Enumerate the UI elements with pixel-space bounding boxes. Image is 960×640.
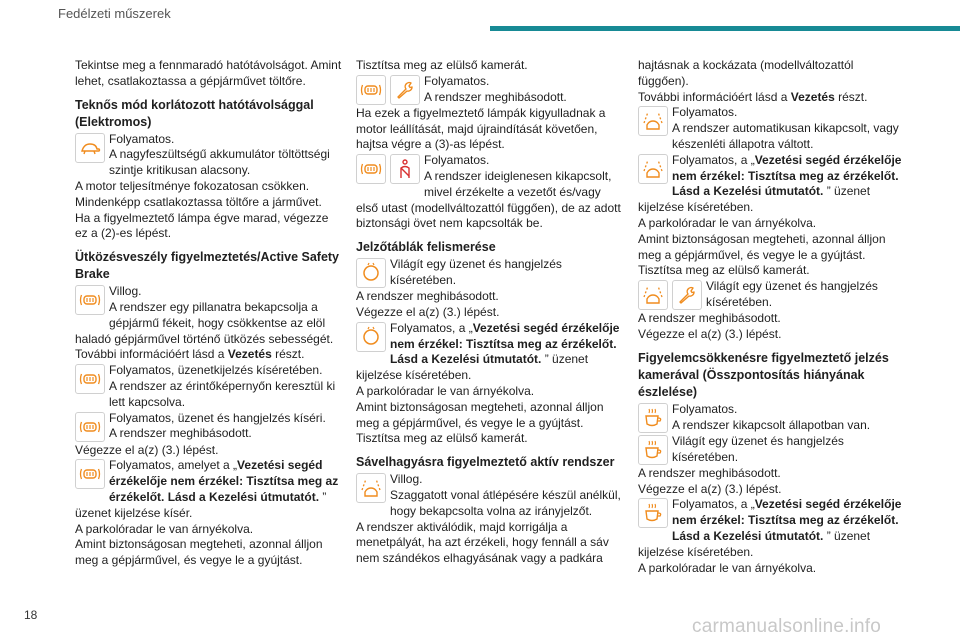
- section-heading-turtle-mode: Teknős mód korlátozott hatótávolsággal (Elektromos): [75, 97, 314, 129]
- paragraph: Villog.: [109, 284, 142, 299]
- coffee-cup-icon: [638, 403, 668, 433]
- paragraph: Ha a figyelmeztető lámpa égve marad, végezze ez a (2)-es lépést.: [75, 210, 329, 241]
- wrench-icon: [672, 280, 702, 310]
- paragraph: Tekintse meg a fennmaradó hatótávolságot. Amint lehet, csatlakoztassa a gépjárművet töltőre.: [75, 58, 342, 88]
- paragraph: Mindenképp csatlakoztassa töltőre a járművet.: [75, 194, 322, 209]
- lane-keeping-icon: [638, 154, 668, 184]
- paragraph: További információért lásd a Vezetés részt.: [638, 89, 868, 104]
- paragraph: A parkolóradar le van árnyékolva.: [356, 383, 535, 398]
- paragraph: Végezze el a(z) (3.) lépést.: [638, 326, 782, 341]
- paragraph: Tisztítsa meg az elülső kamerát.: [356, 431, 528, 446]
- paragraph: Világít egy üzenet és hangjelzés kíséretében.: [672, 433, 844, 464]
- page-number: 18: [24, 608, 38, 622]
- lane-keeping-icon: [356, 473, 386, 503]
- paragraph: A rendszer meghibásodott.: [424, 89, 567, 104]
- header-accent-bar: [490, 26, 960, 31]
- paragraph: ” üzenet kijelzése kísér.: [75, 489, 327, 520]
- bold-message: Vezetési segéd érzékelője nem érzékel: Tisztítsa meg az érzékelőt. Lásd a Kezelési útmutatót.: [672, 152, 902, 199]
- bold-message: Vezetési segéd érzékelője nem érzékel: Tisztítsa meg az érzékelőt. Lásd a Kezelési útmutatót.: [390, 320, 620, 367]
- paragraph: A parkolóradar le van árnyékolva.: [638, 215, 817, 230]
- paragraph: Amint biztonságosan megteheti, azonnal álljon meg a gépjárművel, és vegye le a gyújtást.: [638, 231, 886, 262]
- paragraph: ” üzenet kijelzése kíséretében.: [638, 184, 871, 215]
- paragraph: Folyamatos, üzenetkijelzés kíséretében.: [109, 363, 323, 378]
- column-right: [638, 58, 906, 576]
- paragraph: Amint biztonságosan megteheti, azonnal álljon meg a gépjárművel, és vegye le a gyújtást.: [356, 399, 604, 430]
- paragraph: ” üzenet kijelzése kíséretében.: [356, 352, 589, 383]
- paragraph: Szaggatott vonal átlépésére készül anélkül, hogy bekapcsolta volna az irányjelzőt.: [390, 487, 621, 518]
- wrench-icon: [390, 75, 420, 105]
- paragraph: A rendszer az érintőképernyőn keresztül ki lett kapcsolva.: [109, 378, 336, 409]
- paragraph: Tisztítsa meg az elülső kamerát.: [638, 263, 810, 278]
- paragraph: A parkolóradar le van árnyékolva.: [75, 521, 254, 536]
- paragraph: Világít egy üzenet és hangjelzés kíséretében.: [390, 257, 562, 287]
- paragraph: A rendszer meghibásodott.: [638, 311, 781, 326]
- collision-warning-icon: [75, 364, 105, 394]
- paragraph: Világít egy üzenet és hangjelzés kíséretében.: [706, 279, 878, 309]
- speed-sign-icon: [356, 258, 386, 288]
- paragraph: A rendszer ideiglenesen kikapcsolt, mivel érzékelte a vezetőt és/vagy első utast (modellváltozattól függően), de az adott biztonsági övet nem kapcsolták be.: [356, 168, 621, 231]
- paragraph: hajtásnak a kockázata (modellváltozattól függően).: [638, 58, 854, 88]
- collision-warning-icon: [356, 154, 386, 184]
- bold-message: Vezetési segéd érzékelője nem érzékel: Tisztítsa meg az érzékelőt. Lásd a Kezelési útmutatót.: [109, 458, 339, 504]
- paragraph: Folyamatos, üzenet és hangjelzés kíséri.: [109, 410, 326, 425]
- section-heading-lane-keeping: Sávelhagyásra figyelmeztető aktív rendszer: [356, 455, 615, 470]
- paragraph: Folyamatos.: [424, 153, 490, 168]
- paragraph: A motor teljesítménye fokozatosan csökken.: [75, 178, 310, 193]
- coffee-cup-icon: [638, 435, 668, 465]
- paragraph: Folyamatos.: [672, 105, 738, 120]
- running-header: Fedélzeti műszerek: [58, 6, 171, 21]
- column-left: [75, 58, 343, 569]
- bold-message: Vezetési segéd érzékelője nem érzékel: Tisztítsa meg az érzékelőt. Lásd a Kezelési útmutatót.: [672, 497, 902, 543]
- seatbelt-icon: [390, 154, 420, 184]
- paragraph: Folyamatos, amelyet a „: [109, 458, 238, 473]
- paragraph: Folyamatos, a „: [672, 497, 755, 512]
- paragraph: Amint biztonságosan megteheti, azonnal álljon meg a gépjárművel, és vegye le a gyújtást.: [75, 537, 323, 568]
- speed-sign-icon: [356, 322, 386, 352]
- paragraph: ” üzenet kijelzése kíséretében.: [638, 528, 871, 559]
- collision-warning-icon: [75, 459, 105, 489]
- coffee-cup-icon: [638, 498, 668, 528]
- lane-keeping-icon: [638, 106, 668, 136]
- paragraph: A parkolóradar le van árnyékolva.: [638, 560, 817, 575]
- paragraph: Folyamatos, a „: [390, 320, 473, 335]
- collision-warning-icon: [75, 285, 105, 315]
- lane-keeping-icon: [638, 280, 668, 310]
- paragraph: Folyamatos.: [424, 73, 490, 88]
- paragraph: Ha ezek a figyelmeztető lámpák kigyulladnak a motor leállítását, majd újraindítását követően, hajtsa végre a (3)-as lépést.: [356, 105, 606, 152]
- paragraph: Folyamatos.: [672, 401, 738, 416]
- watermark: carmanualsonline.info: [692, 616, 882, 637]
- paragraph: A rendszer meghibásodott.: [638, 465, 781, 480]
- collision-warning-icon: [75, 412, 105, 442]
- paragraph: A rendszer kikapcsolt állapotban van.: [672, 417, 871, 432]
- paragraph: A nagyfeszültségű akkumulátor töltöttségi szintje kritikusan alacsony.: [109, 147, 330, 178]
- column-middle: [356, 58, 624, 567]
- paragraph: Tisztítsa meg az elülső kamerát.: [356, 58, 528, 72]
- paragraph: A rendszer meghibásodott.: [109, 426, 252, 441]
- paragraph: A rendszer meghibásodott.: [356, 289, 499, 304]
- paragraph: A rendszer automatikusan kikapcsolt, vagy készenléti állapotra váltott.: [672, 121, 899, 151]
- paragraph: Folyamatos, a „: [672, 152, 755, 167]
- paragraph: Villog.: [390, 472, 423, 487]
- turtle-warning-icon: [75, 133, 105, 163]
- paragraph: További információért lásd a Vezetés részt.: [75, 347, 305, 362]
- paragraph: A rendszer egy pillanatra bekapcsolja a gépjármű fékeit, hogy csökkentse az elöl haladó gépjárművel történő ütközés sebességét.: [75, 299, 334, 346]
- paragraph: Folyamatos.: [109, 131, 175, 146]
- section-heading-attention-warning: Figyelemcsökkenésre figyelmeztető jelzés kamerával (Összpontosítás hiányának észlelése): [638, 350, 889, 399]
- paragraph: Végezze el a(z) (3.) lépést.: [638, 481, 782, 496]
- paragraph: A rendszer aktiválódik, majd korrigálja a menetpályát, ha azt érzékeli, hogy fennáll a sáv nem szándékos elhagyásának vagy a padkára: [356, 519, 609, 566]
- paragraph: Végezze el a(z) (3.) lépést.: [75, 442, 219, 457]
- paragraph: Végezze el a(z) (3.) lépést.: [356, 304, 500, 319]
- section-heading-sign-recognition: Jelzőtáblák felismerése: [356, 240, 496, 255]
- collision-warning-icon: [356, 75, 386, 105]
- section-heading-collision-warning: Ütközésveszély figyelmeztetés/Active Safety Brake: [75, 250, 340, 282]
